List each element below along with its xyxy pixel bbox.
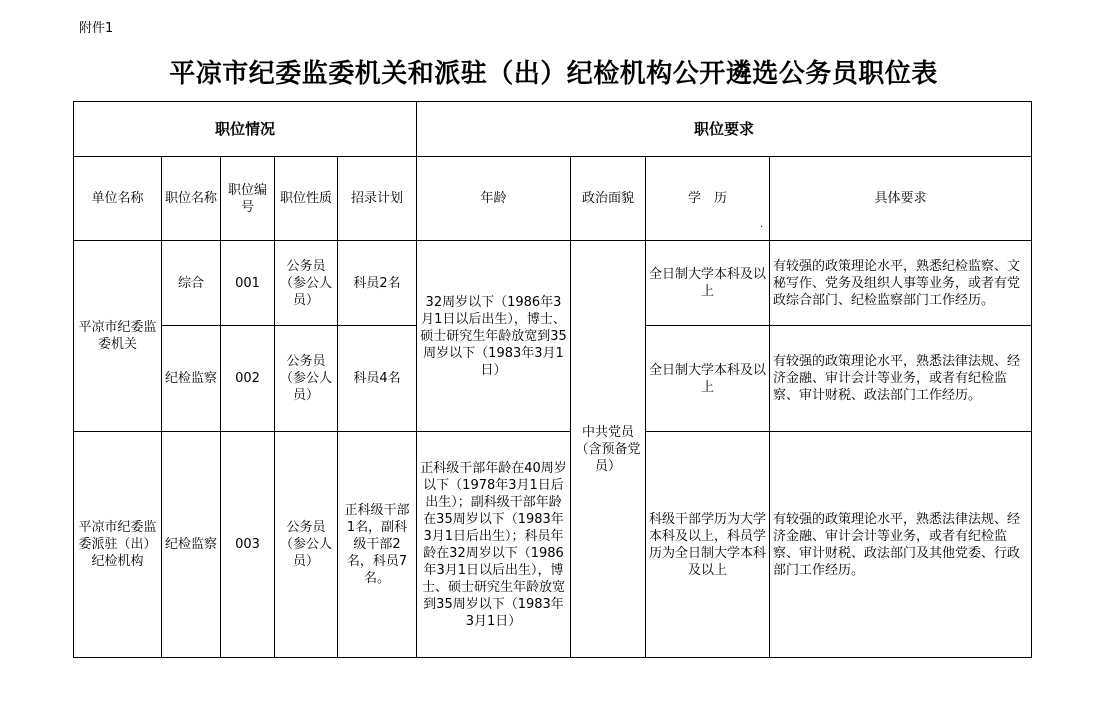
- specific-requirements-cell: 有较强的政策理论水平，熟悉法律法规、经济金融、审计会计等业务，或者有纪检监察、审计财税、政法部门及其他党委、行政部门工作经历。: [770, 432, 1032, 658]
- education-cell: 科级干部学历为大学本科及以上，科员学历为全日制大学本科及以上: [646, 432, 770, 658]
- position-code-cell: 001: [221, 241, 275, 326]
- position-name-cell: 综合: [162, 241, 221, 326]
- recruitment-plan-cell: 正科级干部1名，副科级干部2名，科员7名。: [338, 432, 417, 658]
- column-header-education: 学 历: [646, 157, 770, 241]
- attachment-label: 附件1: [79, 21, 114, 36]
- column-header-position-nature: 职位性质: [275, 157, 338, 241]
- position-name-cell: 纪检监察: [162, 432, 221, 658]
- column-header-political-status: 政治面貌: [571, 157, 646, 241]
- position-table: [73, 101, 1032, 658]
- table-row: [74, 241, 1032, 326]
- position-nature-cell: 公务员（参公人员）: [275, 241, 338, 326]
- unit-name-cell: 平凉市纪委监委派驻（出）纪检机构: [74, 432, 162, 658]
- group-header-row: [74, 102, 1032, 157]
- column-header-position-name: 职位名称: [162, 157, 221, 241]
- position-nature-cell: 公务员（参公人员）: [275, 432, 338, 658]
- recruitment-plan-cell: 科员2名: [338, 241, 417, 326]
- page-title: 平凉市纪委监委机关和派驻（出）纪检机构公开遴选公务员职位表: [169, 59, 938, 89]
- education-cell: 全日制大学本科及以上: [646, 326, 770, 432]
- stray-mark: .: [760, 219, 764, 230]
- specific-requirements-cell: 有较强的政策理论水平，熟悉法律法规、经济金融、审计会计等业务，或者有纪检监察、审计财税、政法部门工作经历。: [770, 326, 1032, 432]
- unit-name-cell: 平凉市纪委监委机关: [74, 241, 162, 432]
- age-cell: 32周岁以下（1986年3月1日以后出生），博士、硕士研究生年龄放宽到35周岁以下（1983年3月1日）: [417, 241, 571, 432]
- age-cell: 正科级干部年龄在40周岁以下（1978年3月1日后出生）；副科级干部年龄在35周岁以下（1983年3月1日后出生）；科员年龄在32周岁以下（1986年3月1日以后出生），博士、硕士研究生年龄放宽到35周岁以下（1983年3月1日）: [417, 432, 571, 658]
- column-header-unit-name: 单位名称: [74, 157, 162, 241]
- education-cell: 全日制大学本科及以上: [646, 241, 770, 326]
- table-row: [74, 432, 1032, 658]
- position-name-cell: 纪检监察: [162, 326, 221, 432]
- column-header-age: 年龄: [417, 157, 571, 241]
- column-header-position-code: 职位编号: [221, 157, 275, 241]
- position-nature-cell: 公务员（参公人员）: [275, 326, 338, 432]
- specific-requirements-cell: 有较强的政策理论水平，熟悉纪检监察、文秘写作、党务及组织人事等业务，或者有党政综合部门、纪检监察部门工作经历。: [770, 241, 1032, 326]
- position-code-cell: 003: [221, 432, 275, 658]
- political-status-cell: 中共党员（含预备党员）: [571, 241, 646, 658]
- column-header-specific-requirements: 具体要求: [770, 157, 1032, 241]
- column-header-recruitment-plan: 招录计划: [338, 157, 417, 241]
- column-header-row: [74, 157, 1032, 241]
- position-code-cell: 002: [221, 326, 275, 432]
- group-header-position-requirements: 职位要求: [417, 102, 1032, 157]
- group-header-position-info: 职位情况: [74, 102, 417, 157]
- recruitment-plan-cell: 科员4名: [338, 326, 417, 432]
